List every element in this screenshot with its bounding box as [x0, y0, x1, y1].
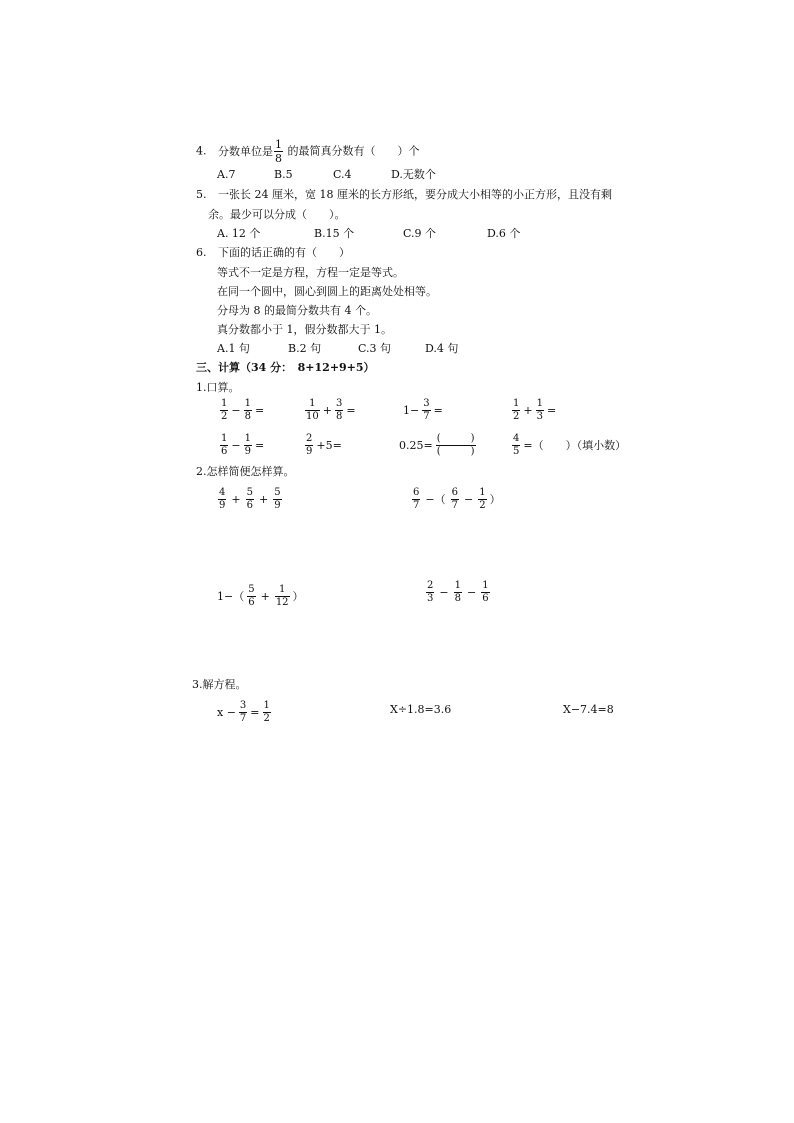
- question-text: 一张长 24 厘米，宽 18 厘米的长方形纸，要分成大小相等的小正方形，且没有剩: [218, 188, 612, 201]
- part-title: 3.解方程。: [192, 678, 247, 691]
- question-text: 分数单位是: [218, 144, 273, 158]
- answer-hint: =（ ）（填小数）: [523, 438, 627, 452]
- mental-calc-3: [403, 398, 443, 423]
- question-text-line2: 余。最少可以分成（ ）。: [208, 208, 346, 221]
- fraction: $\frac{1}{6}$: [482, 580, 489, 604]
- q5-option-c: C.9 个: [403, 227, 437, 240]
- q4-option-d: D.无数个: [391, 168, 436, 181]
- question-number: 5.: [196, 188, 207, 201]
- fraction: $\frac{3}{8}$: [335, 398, 343, 422]
- fraction: $\frac{1}{8}$: [275, 138, 282, 165]
- mental-calc-1: [219, 398, 264, 423]
- question-number: 4.: [196, 144, 207, 158]
- fraction: $\frac{2}{9}$: [306, 433, 313, 457]
- simplify-expr-4: [425, 580, 491, 605]
- fraction: $\frac{3}{7}$: [239, 700, 247, 724]
- q6-option-a: A.1 句: [217, 342, 250, 355]
- question-number: 6.: [196, 246, 207, 259]
- operator: +: [523, 403, 533, 417]
- q6-option-b: B.2 句: [288, 342, 322, 355]
- question-text: 下面的话正确的有（ ）: [218, 246, 350, 259]
- equals: =: [250, 705, 260, 719]
- equals: =: [433, 403, 443, 417]
- operand: 1−（: [217, 589, 245, 603]
- mental-calc-5: [219, 433, 264, 458]
- question-4: [196, 138, 420, 165]
- fraction: $\frac{1}{2}$: [513, 398, 520, 422]
- operator: ）: [489, 492, 501, 506]
- fraction: $\frac{5}{6}$: [248, 584, 255, 608]
- statement: 等式不一定是方程，方程一定是等式。: [217, 266, 404, 279]
- fraction: $\frac{1}{2}$: [479, 487, 486, 511]
- operator: −: [439, 585, 449, 599]
- operator: −: [463, 492, 474, 506]
- operand: 0.25=: [399, 438, 433, 452]
- section-title: 三、计算（34 分： 8+12+9+5）: [196, 361, 375, 374]
- fraction: $\frac{1}{2}$: [263, 700, 270, 724]
- mental-calc-6: [304, 433, 342, 458]
- simplify-expr-2: [411, 487, 501, 512]
- operand: x −: [217, 705, 236, 719]
- equation-3: X−7.4=8: [563, 703, 614, 716]
- operand: 1−: [403, 403, 420, 417]
- mental-calc-7: [399, 433, 477, 458]
- question-6: [196, 246, 350, 260]
- operator: +: [260, 589, 270, 603]
- operator: +: [258, 492, 269, 506]
- operator: +: [231, 492, 241, 506]
- q4-option-b: B.5: [274, 168, 293, 181]
- fraction: $\frac{5}{9}$: [274, 487, 281, 511]
- operator: +: [322, 403, 332, 417]
- question-5: [196, 188, 612, 202]
- q5-option-d: D.6 个: [487, 227, 521, 240]
- fraction: $\frac{6}{7}$: [413, 487, 420, 511]
- statement: 分母为 8 的最简分数共有 4 个。: [217, 304, 377, 317]
- q6-option-c: C.3 句: [358, 342, 392, 355]
- fraction: $\frac{6}{7}$: [451, 487, 458, 511]
- fraction: $\frac{1}{6}$: [221, 433, 228, 457]
- equals: =: [254, 438, 265, 452]
- fraction: $\frac{1}{3}$: [536, 398, 543, 422]
- statement: 真分数都小于 1，假分数都大于 1。: [217, 323, 392, 336]
- equals: =: [254, 403, 265, 417]
- equals: =: [546, 403, 557, 417]
- fraction: $\frac{1}{8}$: [454, 580, 461, 604]
- simplify-expr-1: [217, 487, 283, 512]
- q5-option-a: A. 12 个: [217, 227, 261, 240]
- simplify-expr-3: [217, 584, 304, 609]
- fraction: $\frac{4}{5}$: [513, 433, 520, 457]
- equation-2: X÷1.8=3.6: [390, 703, 452, 716]
- fraction: $\frac{1}{10}$: [306, 398, 319, 422]
- equation-1: [217, 700, 272, 725]
- question-text: 的最简真分数有（ ）个: [287, 144, 420, 158]
- fraction: $\frac{2}{3}$: [427, 580, 434, 604]
- fraction: $\frac{1}{9}$: [244, 433, 251, 457]
- operator: ）: [292, 589, 304, 603]
- fraction: $\frac{3}{7}$: [423, 398, 430, 422]
- operator: −: [231, 403, 241, 417]
- statement: 在同一个圆中，圆心到圆上的距离处处相等。: [217, 285, 437, 298]
- mental-calc-2: [304, 398, 356, 423]
- fraction: $\frac{4}{9}$: [219, 487, 226, 511]
- q4-option-a: A.7: [217, 168, 236, 181]
- operator: +5=: [316, 438, 342, 452]
- operator: −: [466, 585, 477, 599]
- fraction: $\frac{1}{2}$: [221, 398, 228, 422]
- equals: =: [346, 403, 356, 417]
- q6-option-d: D.4 句: [425, 342, 459, 355]
- fraction: $\frac{1}{12}$: [275, 584, 289, 608]
- blank-fraction: $\frac{( )}{( )}$: [436, 433, 475, 457]
- fraction: $\frac{1}{8}$: [244, 398, 251, 422]
- operator: −: [231, 438, 241, 452]
- q4-option-c: C.4: [333, 168, 352, 181]
- mental-calc-8: [511, 433, 626, 458]
- part-title: 2.怎样简便怎样算。: [196, 465, 295, 478]
- mental-calc-4: [511, 398, 556, 423]
- operator: −（: [425, 492, 446, 506]
- part-title: 1.口算。: [196, 381, 240, 394]
- q5-option-b: B.15 个: [314, 227, 355, 240]
- fraction: $\frac{5}{6}$: [246, 487, 253, 511]
